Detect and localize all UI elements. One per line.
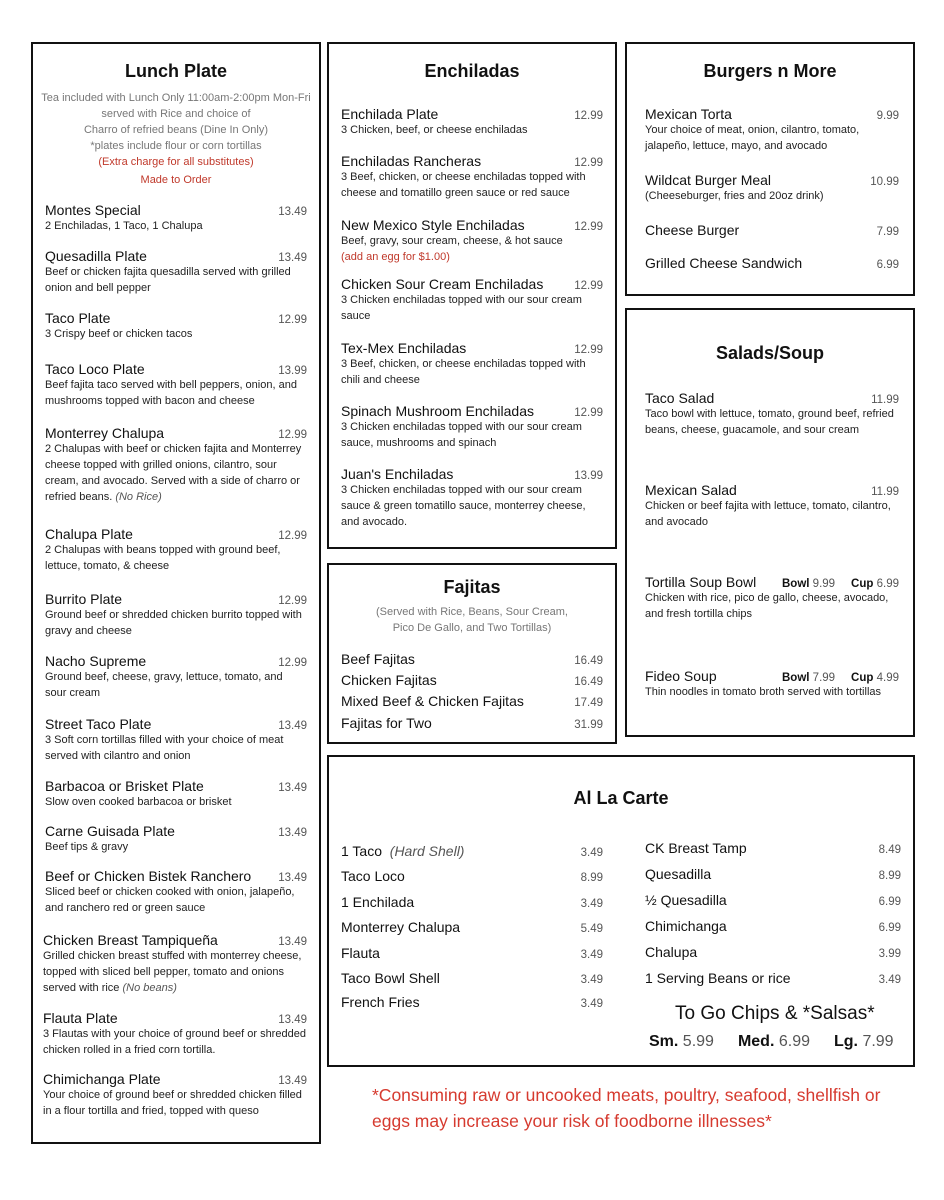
fajitas-title: Fajitas (443, 577, 501, 597)
item-desc: 3 Soft corn tortillas filled with your choice of meat served with cilantro and onion (45, 734, 284, 762)
item-price: 6.99 (876, 259, 899, 271)
menu-item (45, 526, 307, 574)
item-name: Chalupa (645, 944, 698, 960)
item-name: Mexican Salad (645, 482, 737, 498)
item-price: 16.49 (574, 676, 603, 688)
item-desc: Beef or chicken fajita quesadilla served with grilled onion and bell pepper (45, 266, 291, 294)
menu-item (341, 651, 603, 667)
item-name: Montes Special (45, 202, 141, 218)
menu-item (341, 217, 603, 265)
item-name: Mexican Torta (645, 106, 732, 122)
item-price: 12.99 (278, 530, 307, 542)
bowl-price: 7.99 (812, 672, 836, 684)
item-price: 11.99 (871, 394, 899, 406)
cup-price: 6.99 (876, 578, 899, 590)
item-name: 1 Taco (341, 843, 382, 859)
item-name: Monterrey Chalupa (341, 919, 461, 935)
item-name: Cheese Burger (645, 222, 740, 238)
size-price: 5.99 (682, 1033, 714, 1050)
size-label: Med. (737, 1033, 775, 1050)
enchiladas-title: Enchiladas (424, 61, 520, 81)
menu-item (341, 276, 603, 324)
menu-item (45, 653, 307, 701)
item-price: 13.49 (278, 720, 307, 732)
item-price: 3.99 (878, 948, 901, 960)
menu-item (645, 482, 899, 530)
item-price: 12.99 (574, 110, 603, 122)
item-price: 10.99 (870, 176, 899, 188)
item-price: 17.49 (574, 697, 603, 709)
item-name: Tex-Mex Enchiladas (341, 340, 467, 356)
item-desc: 3 Chicken enchiladas topped with our sour cream sauce & green tomatillo sauce, monterrey cheese, and avocado. (341, 484, 586, 528)
item-desc: Taco bowl with lettuce, tomato, ground beef, refried beans, cheese, guacamole, and sour cream (645, 408, 894, 436)
fajitas-note-1: (Served with Rice, Beans, Sour Cream, (376, 606, 568, 618)
item-desc: Sliced beef or chicken cooked with onion, jalapeño, and ranchero red or green sauce (45, 886, 295, 914)
item-price: 7.99 (876, 226, 899, 238)
item-name: Grilled Cheese Sandwich (645, 255, 803, 271)
bowl-price: 9.99 (812, 578, 836, 590)
item-desc: Chicken or beef fajita with lettuce, tomato, cilantro, and avocado (645, 500, 891, 528)
item-name: Taco Plate (45, 310, 111, 326)
item-desc: 3 Chicken enchiladas topped with our sour cream sauce (341, 294, 582, 322)
alacarte-item (645, 866, 901, 882)
item-price: 13.49 (278, 872, 307, 884)
item-name: Monterrey Chalupa (45, 425, 165, 441)
item-name: Spinach Mushroom Enchiladas (341, 403, 534, 419)
menu-item (43, 1010, 307, 1058)
item-name: Chicken Fajitas (341, 672, 437, 688)
alacarte-item (645, 944, 901, 960)
size-label: Lg. (833, 1033, 858, 1050)
item-desc: 3 Chicken, beef, or cheese enchiladas (341, 124, 528, 136)
bowl-label: Bowl (781, 578, 810, 590)
item-desc: 3 Crispy beef or chicken tacos (45, 328, 193, 340)
item-desc: 3 Beef, chicken, or cheese enchiladas topped with cheese and tomatillo green sauce or red sauce (341, 171, 586, 199)
item-name: 1 Serving Beans or rice (645, 970, 791, 986)
item-price: 13.49 (278, 827, 307, 839)
item-price: 12.99 (278, 657, 307, 669)
item-name: Wildcat Burger Meal (645, 172, 772, 188)
item-name: Enchilada Plate (341, 106, 439, 122)
lunch-note-4: *plates include flour or corn tortillas (90, 140, 262, 152)
item-price: 12.99 (574, 407, 603, 419)
item-name: Carne Guisada Plate (45, 823, 175, 839)
item-price: 3.49 (878, 974, 901, 986)
item-name: Quesadilla (645, 866, 712, 882)
menu-item (341, 693, 603, 709)
item-name: Chimichanga (645, 918, 727, 934)
alacarte-item (341, 994, 603, 1010)
item-desc: Thin noodles in tomato broth served with tortillas (645, 686, 882, 698)
alacarte-item (341, 919, 603, 935)
lunch-note-made: Made to Order (140, 174, 212, 186)
item-name: Tortilla Soup Bowl (645, 574, 757, 590)
menu-item (45, 310, 307, 342)
menu-item (45, 823, 307, 855)
item-name: New Mexico Style Enchiladas (341, 217, 525, 233)
item-price: 12.99 (278, 595, 307, 607)
lunch-note-extra: (Extra charge for all substitutes) (98, 156, 254, 168)
item-desc: 2 Chalupas with beans topped with ground beef, lettuce, tomato, & cheese (45, 544, 281, 572)
item-desc: Ground beef or shredded chicken burrito topped with gravy and cheese (45, 609, 302, 637)
menu-item (341, 153, 603, 201)
item-name: Mixed Beef & Chicken Fajitas (341, 693, 524, 709)
item-name: Nacho Supreme (45, 653, 147, 669)
item-name: Street Taco Plate (45, 716, 152, 732)
menu-item (45, 248, 307, 296)
menu-item (43, 932, 307, 996)
item-price: 13.49 (278, 782, 307, 794)
item-price: 8.99 (580, 872, 603, 884)
menu-item (645, 574, 899, 622)
lunch-note-1: Tea included with Lunch Only 11:00am-2:00pm Mon-Fri (41, 92, 311, 104)
menu-item (45, 778, 307, 810)
item-name: CK Breast Tamp (645, 840, 747, 856)
size-price: 6.99 (778, 1033, 810, 1050)
item-price: 12.99 (278, 429, 307, 441)
item-price: 13.49 (278, 252, 307, 264)
alacarte-title: Al La Carte (573, 788, 669, 808)
cup-price: 4.99 (876, 672, 899, 684)
item-price: 12.99 (574, 344, 603, 356)
item-name: Chicken Sour Cream Enchiladas (341, 276, 544, 292)
item-name: Chicken Breast Tampiqueña (43, 932, 218, 948)
item-desc: Ground beef, cheese, gravy, lettuce, tomato, and sour cream (45, 671, 283, 699)
alacarte-item (341, 970, 603, 986)
item-price: 12.99 (278, 314, 307, 326)
item-desc-note: (No beans) (122, 982, 177, 994)
bowl-cup-prices (782, 672, 899, 684)
item-price: 11.99 (871, 486, 899, 498)
alacarte-item (341, 894, 603, 910)
item-price: 3.49 (580, 949, 603, 961)
lunch-note-2: served with Rice and choice of (101, 108, 251, 120)
item-name: Fideo Soup (645, 668, 717, 684)
item-desc: 3 Flautas with your choice of ground beef or shredded chicken rolled in a fried corn tortilla. (43, 1028, 306, 1056)
item-desc: Slow oven cooked barbacoa or brisket (45, 796, 232, 808)
menu-item (341, 340, 603, 388)
item-price: 3.49 (580, 898, 603, 910)
item-name: Taco Loco Plate (45, 361, 145, 377)
item-price: 13.99 (574, 470, 603, 482)
item-desc: 3 Beef, chicken, or cheese enchiladas topped with chili and cheese (341, 358, 586, 386)
lunch-note-3: Charro of refried beans (Dine In Only) (83, 124, 269, 136)
item-name: Beef Fajitas (341, 651, 415, 667)
item-price: 3.49 (580, 998, 603, 1010)
item-price: 12.99 (574, 221, 603, 233)
menu-item (645, 222, 899, 238)
menu-item (45, 361, 307, 409)
item-desc: Beef tips & gravy (45, 841, 129, 853)
menu-item (645, 172, 899, 204)
menu-item (45, 868, 307, 916)
item-price: 13.49 (278, 1014, 307, 1026)
menu-item (341, 466, 603, 530)
item-name: Flauta Plate (43, 1010, 118, 1026)
item-price: 12.99 (574, 157, 603, 169)
item-price: 3.49 (580, 974, 603, 986)
menu-item (645, 390, 899, 438)
item-desc: Grilled chicken breast stuffed with monterrey cheese, topped with sliced bell pepper, tomato and onions served with rice (43, 950, 302, 994)
item-price: 6.99 (878, 896, 901, 908)
menu-item (45, 716, 307, 764)
fajitas-note-2: Pico De Gallo, and Two Tortillas) (392, 622, 552, 634)
item-name: Enchiladas Rancheras (341, 153, 482, 169)
item-name: Quesadilla Plate (45, 248, 147, 264)
item-price: 13.49 (278, 1075, 307, 1087)
menu-item (45, 591, 307, 639)
item-desc: Chicken with rice, pico de gallo, cheese, avocado, and fresh tortilla chips (645, 592, 889, 620)
alacarte-item (341, 868, 603, 884)
item-price: 13.99 (278, 365, 307, 377)
item-name: Beef or Chicken Bistek Ranchero (45, 868, 252, 884)
item-name: 1 Enchilada (341, 894, 415, 910)
alacarte-item (341, 945, 603, 961)
item-name: Taco Salad (645, 390, 715, 406)
item-name: Taco Loco (341, 868, 405, 884)
menu-item (341, 106, 603, 138)
item-name: Chalupa Plate (45, 526, 133, 542)
item-price: 6.99 (878, 922, 901, 934)
bowl-cup-prices (782, 578, 899, 590)
burgers-title: Burgers n More (703, 61, 837, 81)
item-price: 13.49 (278, 936, 307, 948)
item-desc: Beef, gravy, sour cream, cheese, & hot sauce (341, 235, 563, 247)
togo-chips-title: To Go Chips & *Salsas* (675, 1003, 875, 1024)
item-desc: 3 Chicken enchiladas topped with our sour cream sauce, mushrooms and spinach (341, 421, 582, 449)
item-desc: (Cheeseburger, fries and 20oz drink) (645, 190, 824, 202)
lunch-plate-section (31, 42, 321, 1144)
size-price: 7.99 (862, 1033, 894, 1050)
menu-item (341, 672, 603, 688)
alacarte-item (645, 970, 901, 986)
alacarte-section (327, 755, 915, 1067)
menu-item (45, 425, 307, 505)
menu-item (645, 668, 899, 700)
enchiladas-section (327, 42, 617, 549)
menu-item (43, 1071, 307, 1119)
item-name: Taco Bowl Shell (341, 970, 440, 986)
menu-item (645, 255, 899, 271)
size-label: Sm. (649, 1033, 679, 1050)
item-desc: 2 Enchiladas, 1 Taco, 1 Chalupa (45, 220, 203, 232)
item-price: 8.99 (878, 870, 901, 882)
salads-soup-title: Salads/Soup (715, 343, 825, 363)
item-name: Fajitas for Two (341, 715, 432, 731)
item-name: Flauta (341, 945, 380, 961)
menu-item (341, 403, 603, 451)
bowl-label: Bowl (781, 672, 810, 684)
alacarte-item (645, 918, 901, 934)
item-name: Barbacoa or Brisket Plate (45, 778, 204, 794)
item-desc-note: (No Rice) (115, 491, 162, 503)
item-name: Burrito Plate (45, 591, 123, 607)
food-safety-disclaimer: *Consuming raw or uncooked meats, poultry, seafood, shellfish or eggs may increase your risk of foodborne illnesses* (372, 1085, 881, 1131)
item-price: 9.99 (876, 110, 899, 122)
burgers-section (625, 42, 915, 296)
alacarte-item (645, 892, 901, 908)
item-price: 13.49 (278, 206, 307, 218)
item-desc: Your choice of meat, onion, cilantro, tomato, jalapeño, lettuce, mayo, and avocado (645, 124, 860, 152)
item-name: ½ Quesadilla (645, 892, 727, 908)
item-desc: Beef fajita taco served with bell peppers, onion, and mushrooms topped with bacon and cheese (45, 379, 297, 407)
item-desc: Your choice of ground beef or shredded chicken filled in a flour tortilla and fried, topped with queso (43, 1089, 302, 1117)
salads-soup-section (625, 308, 915, 737)
lunch-plate-title: Lunch Plate (124, 61, 227, 81)
alacarte-item (645, 840, 901, 856)
item-price: 31.99 (574, 719, 603, 731)
item-name: Chimichanga Plate (43, 1071, 161, 1087)
item-price: 5.49 (580, 923, 603, 935)
alacarte-item (341, 843, 603, 859)
item-price: 12.99 (574, 280, 603, 292)
menu-item (341, 715, 603, 731)
item-desc: 2 Chalupas with beef or chicken fajita and Monterrey cheese topped with grilled onions, cilantro, sour cream, and avocado. Served with a side of charro or refried beans. (45, 443, 302, 503)
togo-chips-sizes (649, 1033, 894, 1051)
item-price: 8.49 (878, 844, 901, 856)
item-price: 16.49 (574, 655, 603, 667)
item-name-note: (Hard Shell) (389, 843, 465, 859)
menu-item (45, 202, 307, 234)
item-name: French Fries (341, 994, 420, 1010)
item-desc-note: (add an egg for $1.00) (341, 251, 450, 263)
fajitas-section (327, 563, 617, 744)
cup-label: Cup (851, 578, 874, 590)
item-name: Juan's Enchiladas (341, 466, 454, 482)
cup-label: Cup (851, 672, 874, 684)
item-price: 3.49 (580, 847, 603, 859)
menu-item (645, 106, 899, 154)
